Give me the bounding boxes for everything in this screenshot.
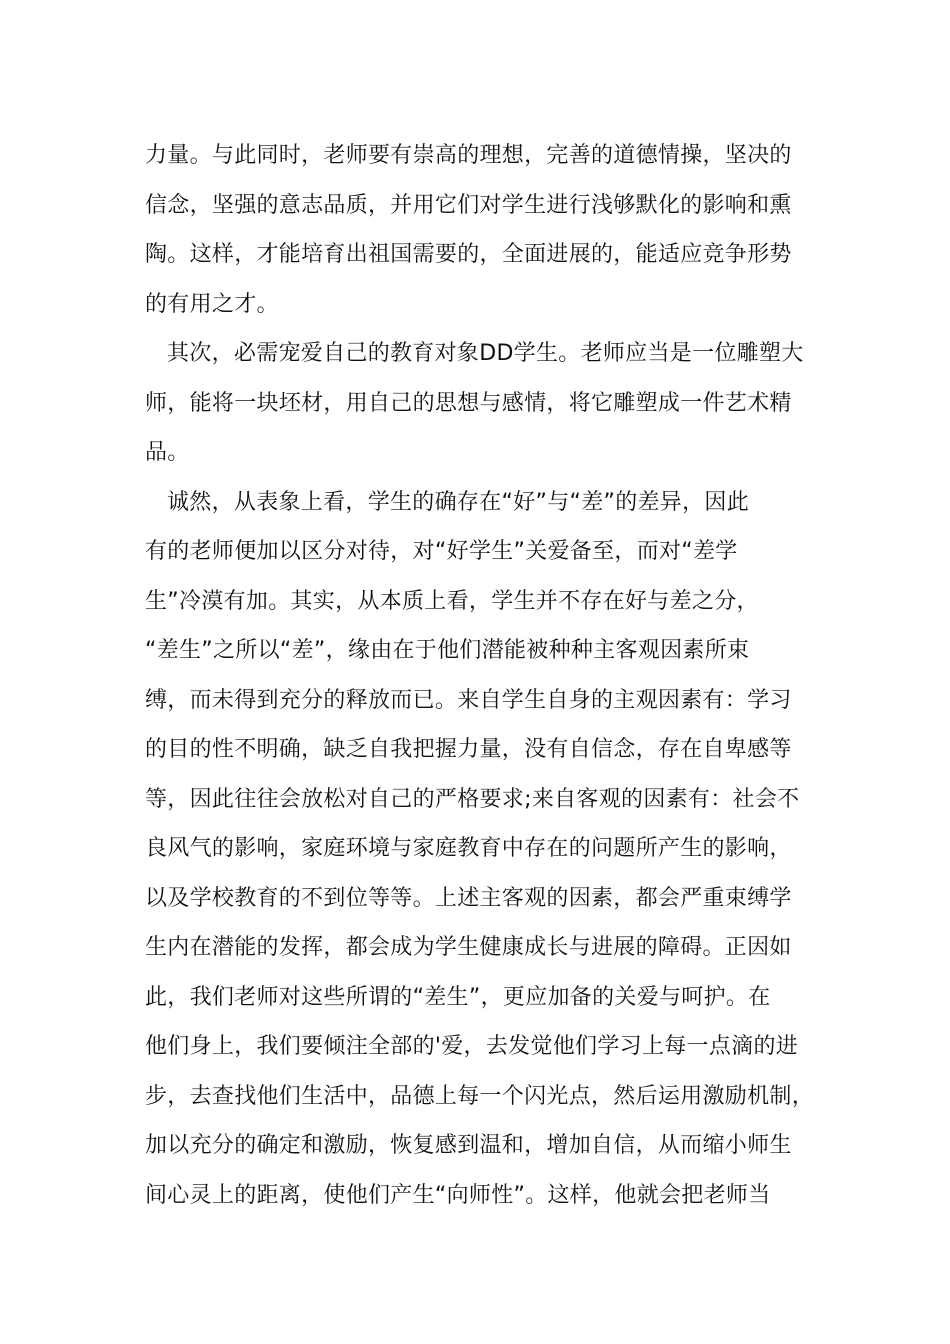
text-line: 等，因此往往会放松对自己的严格要求;来自客观的因素有：社会不	[145, 786, 800, 812]
text-line: 此，我们老师对这些所谓的“差生”，更应加备的关爱与呵护。在	[145, 984, 771, 1010]
text-line: 生”冷漠有加。其实，从本质上看，学生并不存在好与差之分，	[145, 588, 759, 614]
text-line: 步，去查找他们生活中，品德上每一个闪光点，然后运用激励机制，	[145, 1083, 815, 1109]
text-line: 以及学校教育的不到位等等。上述主客观的因素，都会严重束缚学	[145, 885, 792, 911]
text-line: 其次，必需宠爱自己的教育对象DD学生。老师应当是一位雕塑大	[167, 341, 804, 366]
text-line: 有的老师便加以区分对待，对“好学生”关爱备至，而对“差学	[145, 539, 738, 564]
paragraph	[145, 478, 835, 1221]
text-line: 生内在潜能的发挥，都会成为学生健康成长与进展的障碍。正因如	[145, 935, 792, 960]
text-line: 间心灵上的距离，使他们产生“向师性”。这样，他就会把老师当	[145, 1182, 771, 1208]
text-line: 信念，坚强的意志品质，并用它们对学生进行浅够默化的影响和熏	[145, 192, 792, 218]
text-line: 加以充分的确定和激励，恢复感到温和，增加自信，从而缩小师生	[145, 1133, 792, 1158]
text-line: 缚，而未得到充分的释放而已。来自学生自身的主观因素有：学习	[145, 687, 792, 713]
text-line: 品。	[145, 440, 190, 465]
paragraph	[145, 329, 835, 478]
text-line: “差生”之所以“差”，缘由在于他们潜能被种种主客观因素所束	[145, 638, 750, 663]
text-line: 诚然，从表象上看，学生的确存在“好”与“差”的差异，因此	[167, 489, 749, 515]
paragraph	[145, 131, 835, 329]
text-line: 力量。与此同时，老师要有崇高的理想，完善的道德情操，坚决的	[145, 143, 792, 168]
text-line: 师，能将一块坯材，用自己的思想与感情，将它雕塑成一件艺术精	[145, 390, 792, 416]
text-line: 陶。这样，才能培育出祖国需要的，全面进展的，能适应竞争形势	[145, 242, 792, 267]
text-line: 良风气的影响，家庭环境与家庭教育中存在的问题所产生的影响，	[145, 836, 792, 861]
text-line: 的目的性不明确，缺乏自我把握力量，没有自信念，存在自卑感等	[145, 737, 792, 762]
text-line: 的有用之才。	[145, 291, 279, 317]
body-text	[145, 131, 835, 1220]
text-line: 他们身上，我们要倾注全部的'爱，去发觉他们学习上每一点滴的进	[145, 1034, 799, 1059]
